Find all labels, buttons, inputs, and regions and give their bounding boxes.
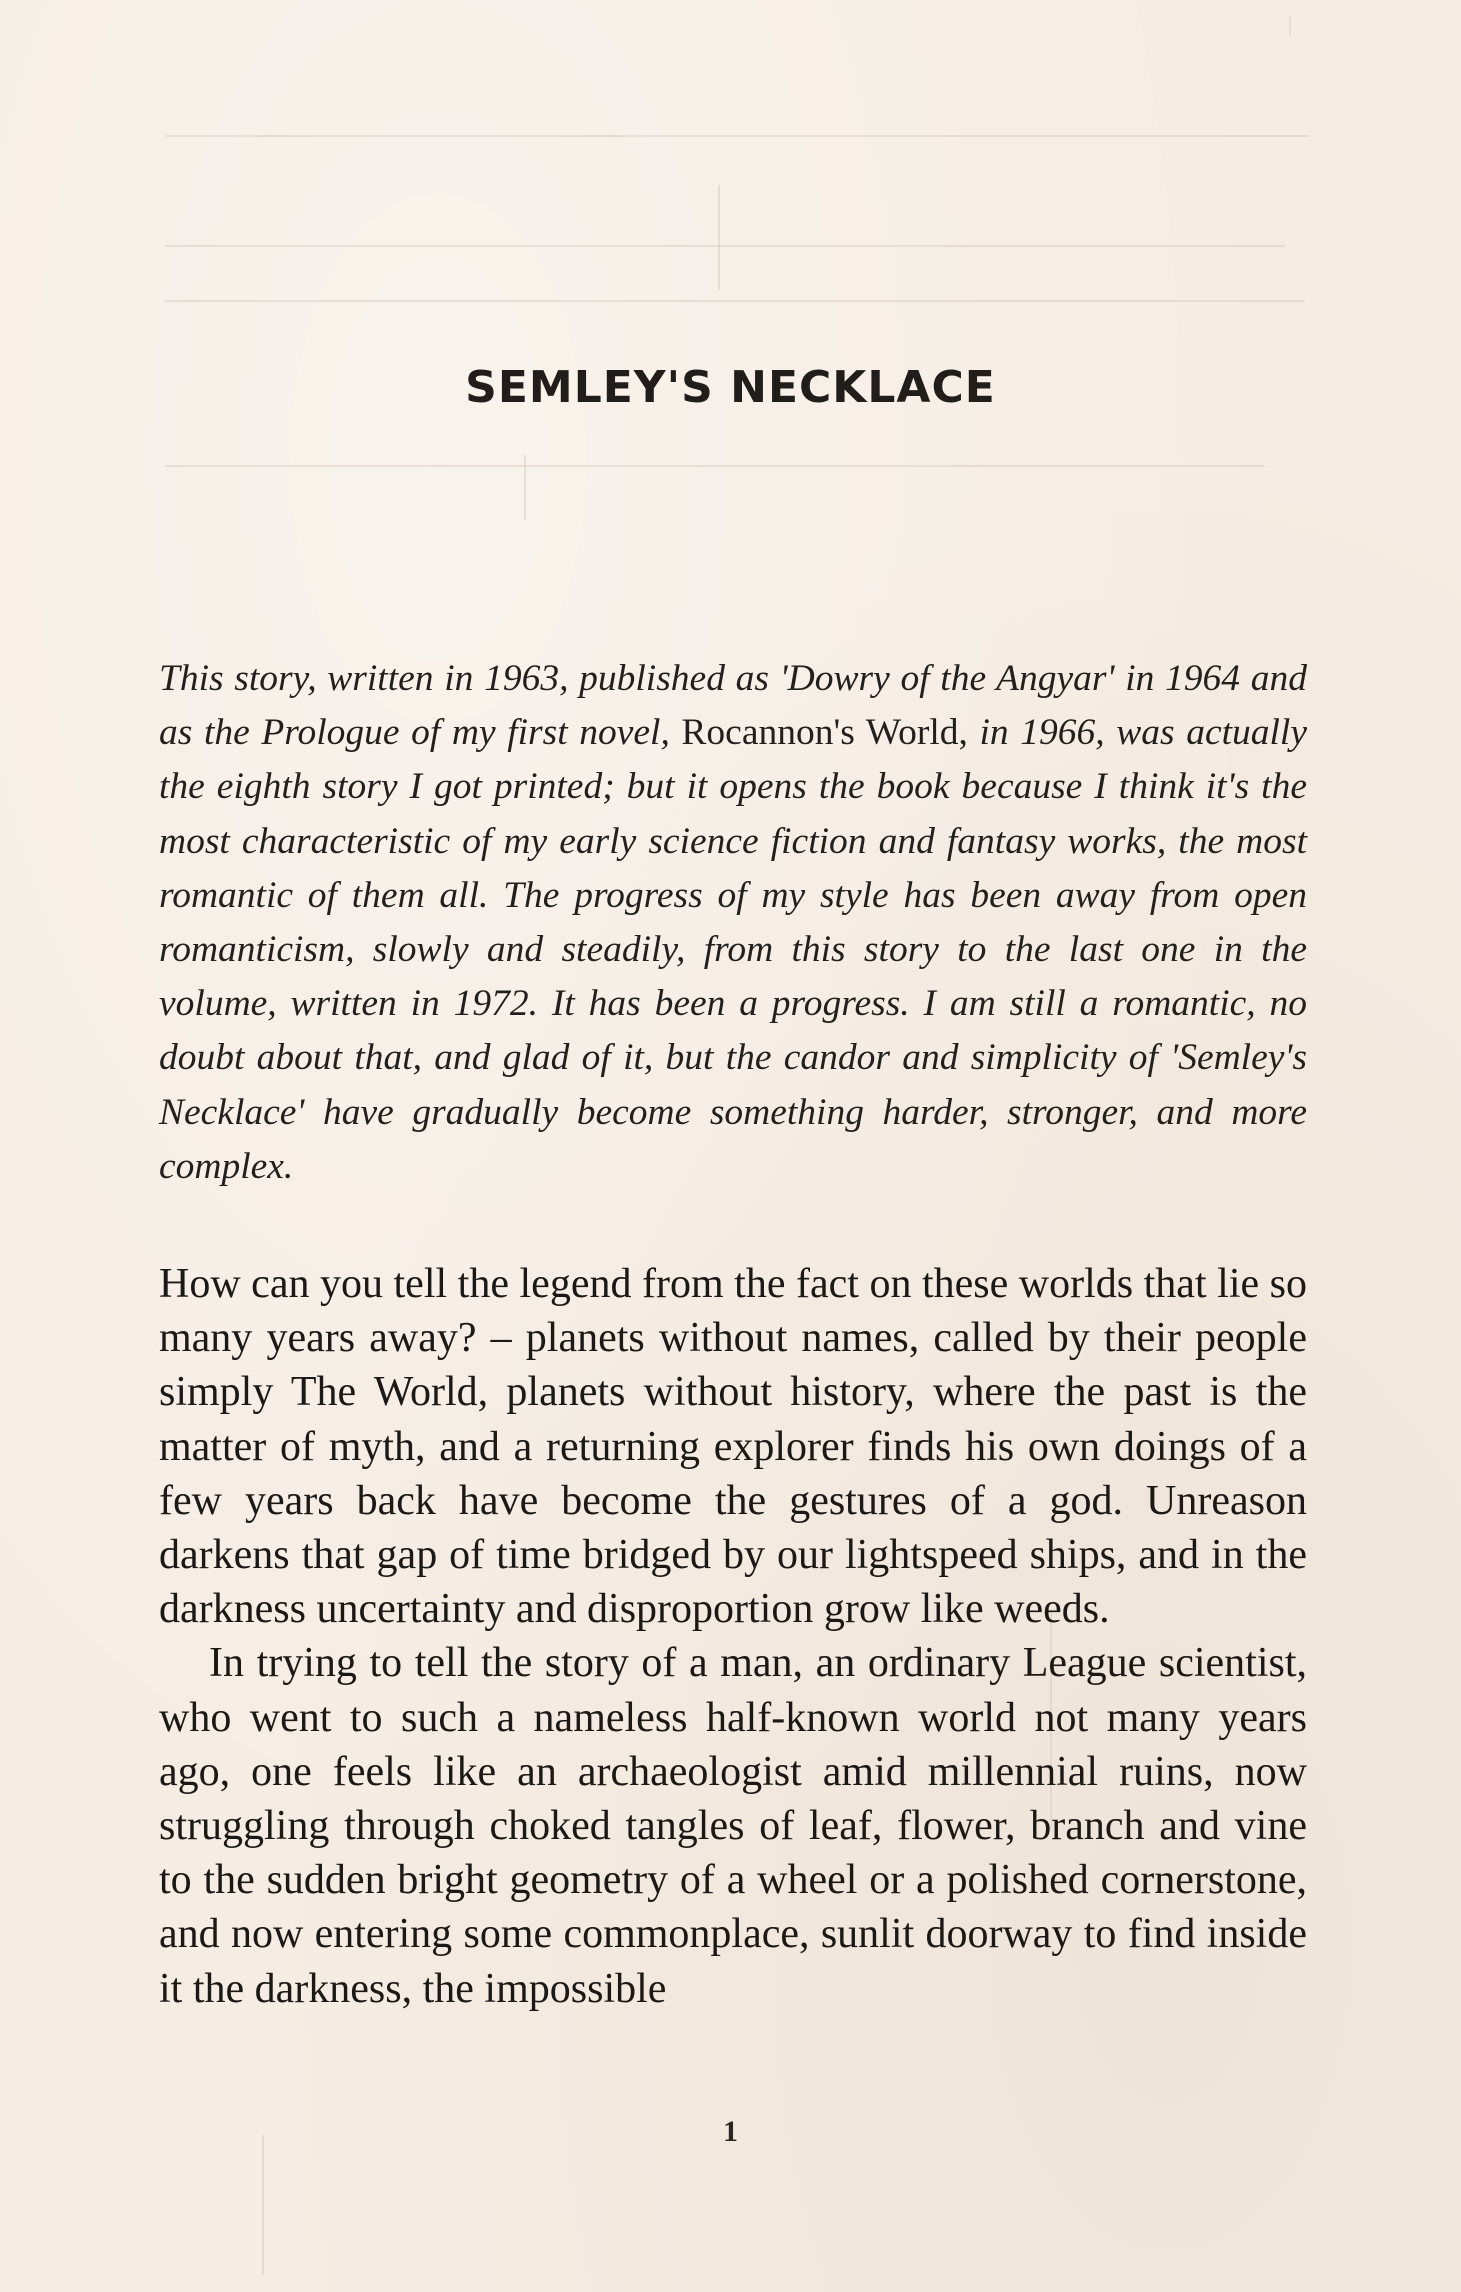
intro-book-title: Rocannon's World,: [681, 712, 968, 754]
page-number: 1: [723, 2115, 738, 2148]
intro-text-part2: in 1966, was actually the eighth story I got printed; but it opens the book because I think it's the most characteristic of my early science fiction and fantasy works, the most romantic of them all. The progress of my style has been away from open romanticism, slowly and steadily, from this story to the last one in the volume, written in 1972. It has been a progress. I am still a romantic, no doubt about that, and glad of it, but the candor and simplicity of 'Semley's Necklace' have gradually become something harder, stronger, and more complex.: [159, 712, 1307, 1187]
intro-text-part1: This story, written in 1963, published as 'Dowry of the Angyar' in 1964 and as the Prologue of my first novel,: [159, 658, 1307, 754]
author-introduction: [159, 652, 1307, 1194]
story-body: [159, 1257, 1307, 2016]
story-paragraph: How can you tell the legend from the fact on these worlds that lie so many years away? – planets without names, called by their people simply The World, planets without history, where the past is the matter of myth, and a returning explorer finds his own doings of a few years back have become the gestures of a god. Unreason darkens that gap of time bridged by our lightspeed ships, and in the darkness uncertainty and disproportion grow like weeds.: [159, 1261, 1307, 1633]
show-through-mark: [718, 185, 720, 290]
chapter-title: SEMLEY'S NECKLACE: [465, 362, 996, 413]
show-through-mark: [165, 245, 1285, 247]
show-through-mark: [165, 135, 1310, 137]
show-through-mark: [1289, 15, 1291, 35]
show-through-mark: [165, 300, 1305, 302]
show-through-mark: [165, 465, 1265, 467]
story-paragraph: In trying to tell the story of a man, an ordinary League scientist, who went to such a nameless half-known world not many years ago, one feels like an archaeologist amid millennial ruins, now struggling through choked tangles of leaf, flower, branch and vine to the sudden bright geometry of a wheel or a polished cornerstone, and now entering some commonplace, sunlit doorway to find inside it the darkness, the impossible: [159, 1640, 1307, 2012]
show-through-mark: [262, 2135, 264, 2275]
